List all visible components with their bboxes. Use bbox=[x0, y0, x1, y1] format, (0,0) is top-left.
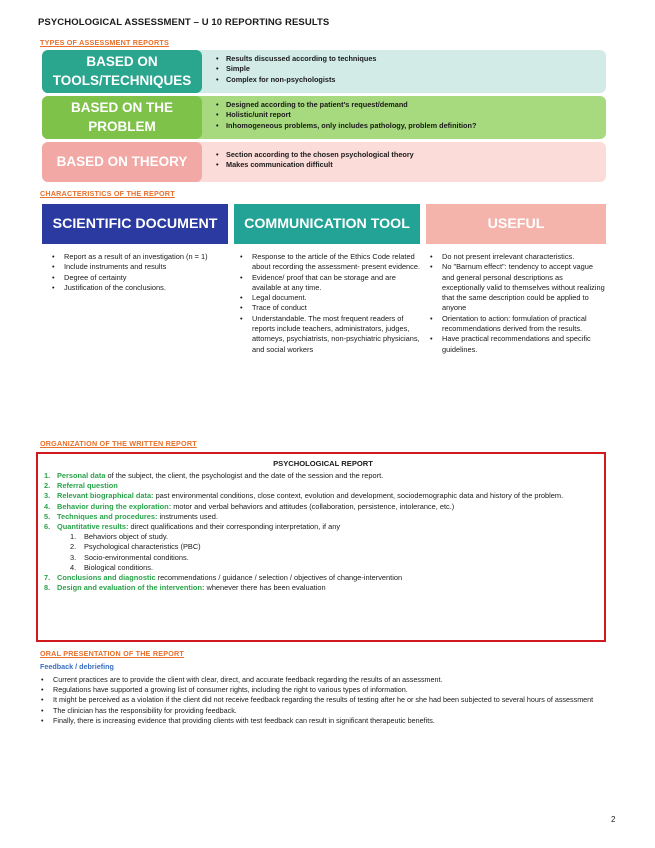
item-label: Referral question bbox=[57, 481, 118, 491]
list-item: • Trace of conduct bbox=[240, 303, 422, 313]
sub-number: 2. bbox=[70, 542, 77, 552]
sublist-container bbox=[44, 532, 600, 573]
type-row-problem-bullets bbox=[212, 100, 476, 131]
list-item: • Inhomogeneous problems, only includes pathology, problem definition? bbox=[226, 121, 476, 131]
scientific-list bbox=[52, 252, 224, 293]
type-label-theory bbox=[42, 142, 202, 182]
list-item: • Degree of certainty bbox=[52, 273, 224, 283]
list-item: • Do not present irrelevant characteristics. bbox=[430, 252, 606, 262]
list-item: • Include instruments and results bbox=[52, 262, 224, 272]
type-row-theory-bullets bbox=[212, 150, 414, 171]
label-line: BASED ON bbox=[86, 54, 158, 70]
label-line: BASED ON THE bbox=[70, 100, 173, 116]
list-item bbox=[44, 491, 600, 501]
column-header-useful: USEFUL bbox=[426, 204, 606, 244]
list-item: • Regulations have supported a growing list of consumer rights, including the right to various types of information. bbox=[40, 685, 606, 695]
types-heading: TYPES OF ASSESSMENT REPORTS bbox=[40, 38, 169, 47]
type-row-tools-bullets bbox=[212, 54, 376, 85]
item-label: Relevant biographical data: bbox=[57, 491, 154, 501]
feedback-subheading: Feedback / debriefing bbox=[40, 662, 114, 671]
item-label: Design and evaluation of the intervention: bbox=[57, 583, 205, 593]
item-text: recommendations / guidance / selection / objectives of change-intervention bbox=[155, 573, 403, 583]
list-item bbox=[44, 553, 600, 563]
sub-text: Psychological characteristics (PBC) bbox=[84, 542, 201, 552]
list-item: • Legal document. bbox=[240, 293, 422, 303]
list-item: • Response to the article of the Ethics Code related about recording the assessment- present evidence. bbox=[240, 252, 422, 273]
sub-text: Biological conditions. bbox=[84, 562, 154, 572]
list-item bbox=[44, 512, 600, 522]
list-item: • Have practical recommendations and specific guidelines. bbox=[430, 334, 606, 355]
item-text: instruments used. bbox=[157, 511, 218, 521]
list-item: • Evidence/ proof that can be storage and are available at any time. bbox=[240, 273, 422, 294]
list-item: • The clinician has the responsibility for providing feedback. bbox=[40, 706, 606, 716]
item-label: Quantitative results: bbox=[57, 522, 129, 532]
page-number: 2 bbox=[611, 815, 616, 824]
column-header-scientific: SCIENTIFIC DOCUMENT bbox=[42, 204, 228, 244]
document-title: PSYCHOLOGICAL ASSESSMENT – U 10 REPORTING RESULTS bbox=[38, 17, 330, 28]
list-item bbox=[44, 532, 600, 542]
sub-text: Behaviors object of study. bbox=[84, 532, 169, 542]
item-label: Conclusions and diagnostic bbox=[57, 573, 156, 583]
type-label-problem bbox=[42, 96, 202, 139]
list-item bbox=[44, 502, 600, 512]
list-item: • Complex for non-psychologists bbox=[226, 75, 376, 85]
report-sections-list bbox=[44, 471, 600, 593]
item-label: Behavior during the exploration: bbox=[57, 501, 172, 511]
list-item bbox=[44, 542, 600, 552]
sub-number: 3. bbox=[70, 552, 77, 562]
item-label: Techniques and procedures: bbox=[57, 511, 158, 521]
report-title: PSYCHOLOGICAL REPORT bbox=[273, 459, 373, 468]
list-item: • Orientation to action: formulation of practical recommendations derived from the results. bbox=[430, 314, 606, 335]
characteristics-heading: CHARACTERISTICS OF THE REPORT bbox=[40, 189, 175, 198]
list-item bbox=[44, 522, 600, 532]
useful-list bbox=[430, 252, 606, 355]
sub-text: Socio-environmental conditions. bbox=[84, 552, 189, 562]
organization-heading: ORGANIZATION OF THE WRITTEN REPORT bbox=[40, 439, 197, 448]
item-label: Personal data bbox=[57, 471, 106, 480]
sub-number: 4. bbox=[70, 562, 77, 572]
item-number: 3. bbox=[44, 491, 51, 501]
psychological-report-box bbox=[36, 452, 606, 642]
item-number: 8. bbox=[44, 583, 51, 593]
oral-heading: ORAL PRESENTATION OF THE REPORT bbox=[40, 649, 184, 658]
sub-number: 1. bbox=[70, 532, 77, 542]
item-text: direct qualifications and their corresponding interpretation, if any bbox=[128, 522, 341, 532]
list-item: • Results discussed according to techniques bbox=[226, 54, 376, 64]
item-number: 7. bbox=[44, 573, 51, 583]
list-item bbox=[44, 563, 600, 573]
list-item: • Finally, there is increasing evidence that providing clients with test feedback can result in significant therapeutic benefits. bbox=[40, 716, 606, 726]
oral-list bbox=[40, 675, 606, 726]
type-label-tools bbox=[42, 50, 202, 93]
list-item: • Report as a result of an investigation (n = 1) bbox=[52, 252, 224, 262]
item-number: 2. bbox=[44, 481, 51, 491]
item-number: 6. bbox=[44, 522, 51, 532]
list-item: • Justification of the conclusions. bbox=[52, 283, 224, 293]
label-line: PROBLEM bbox=[88, 118, 156, 134]
list-item: • Makes communication difficult bbox=[226, 160, 414, 170]
label-line: TOOLS/TECHNIQUES bbox=[52, 72, 192, 88]
item-text: of the subject, the client, the psychologist and the date of the session and the report. bbox=[105, 471, 384, 480]
item-number: 4. bbox=[44, 501, 51, 511]
list-item bbox=[240, 314, 422, 355]
item-text: whenever there has been evaluation bbox=[204, 583, 326, 593]
list-item: • Designed according to the patient's request/demand bbox=[226, 100, 476, 110]
item-text: past environmental conditions, close context, evolution and development, sociodemographic data and history of the problem. bbox=[153, 491, 564, 501]
list-item bbox=[44, 471, 600, 481]
list-item: • Current practices are to provide the client with clear, direct, and accurate feedback regarding the results of an assessment. bbox=[40, 675, 606, 685]
list-item: • No "Barnum effect": tendency to accept vague and general personal descriptions as exceptionally valid to themselves without realizing that the same description could be applied to anyone bbox=[430, 262, 606, 313]
quantitative-sublist bbox=[44, 532, 600, 573]
item-number: 1. bbox=[44, 471, 51, 480]
list-item: • Section according to the chosen psychological theory bbox=[226, 150, 414, 160]
understandable-text: Understandable. The most frequent readers of reports include teachers, administrators, judges, attorneys, psychiatrists, non-psychiatric physicians, and social workers bbox=[252, 313, 420, 354]
list-item bbox=[44, 583, 600, 593]
list-item: • Holistic/unit report bbox=[226, 110, 476, 120]
item-number: 5. bbox=[44, 511, 51, 521]
list-item bbox=[44, 573, 600, 583]
item-text: motor and verbal behaviors and attitudes (collaboration, persistence, intolerance, etc.) bbox=[171, 501, 455, 511]
list-item: • It might be perceived as a violation if the client did not receive feedback regarding the results of testing after he or she had been subjected to several hours of assessment bbox=[40, 695, 606, 705]
label-line: BASED ON THEORY bbox=[56, 153, 188, 169]
column-header-communication: COMMUNICATION TOOL bbox=[234, 204, 420, 244]
list-item: • Simple bbox=[226, 64, 376, 74]
list-item bbox=[44, 481, 600, 491]
communication-list bbox=[240, 252, 422, 355]
